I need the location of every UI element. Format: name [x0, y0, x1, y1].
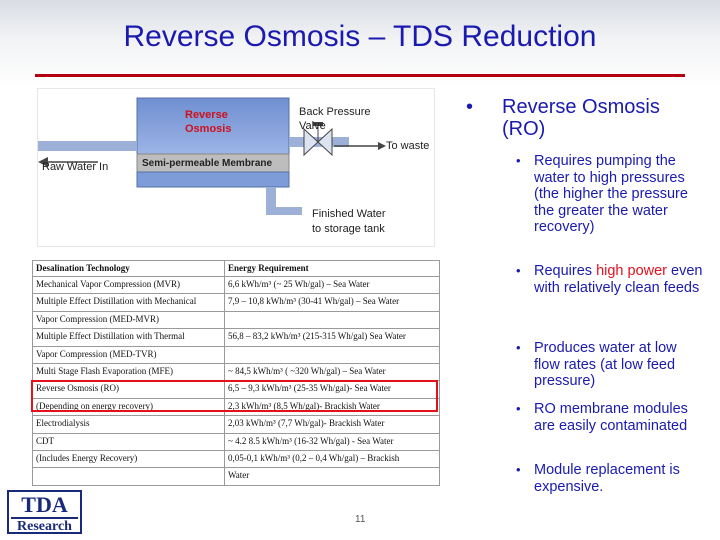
- table-cell: ~ 4.2 8.5 kWh/m³ (16-32 Wh/gal) - Sea Water: [225, 433, 440, 450]
- finished-water-label-line2: to storage tank: [312, 223, 385, 235]
- table-row: [33, 451, 440, 468]
- page-title: Reverse Osmosis – TDS Reduction: [123, 20, 597, 53]
- sub-bullet-text: [534, 263, 704, 296]
- table-cell: Vapor Compression (MED-MVR): [33, 311, 225, 328]
- table-cell: Multiple Effect Distillation with Mechanical: [33, 294, 225, 311]
- table-row: [33, 294, 440, 311]
- bullet-dot-icon: •: [466, 96, 474, 118]
- header-energy: Energy Requirement: [225, 261, 440, 277]
- table-cell: 0,05-0,1 kWh/m³ (0,2 – 0,4 Wh/gal) – Brackish: [225, 451, 440, 468]
- bullet-dot-icon: •: [516, 153, 521, 168]
- table-cell: 56,8 – 83,2 kWh/m³ (215-315 Wh/gal) Sea Water: [225, 329, 440, 346]
- table-cell: (Depending on energy recovery): [33, 398, 225, 415]
- waste-arrow: [378, 142, 386, 150]
- bullet-dot-icon: •: [516, 462, 521, 477]
- sub-bullet-text: Requires pumping the water to high pressures (the higher the pressure the greater the water recovery): [534, 153, 688, 235]
- logo-line2: Research: [11, 517, 78, 535]
- table-row: [33, 329, 440, 346]
- table-cell: ~ 84,5 kWh/m³ ( ~320 Wh/gal) – Sea Water: [225, 364, 440, 381]
- table-row: [33, 346, 440, 363]
- table-cell: [225, 346, 440, 363]
- table-cell: Multi Stage Flash Evaporation (MFE): [33, 364, 225, 381]
- title-divider: [35, 74, 685, 77]
- table-cell: Reverse Osmosis (RO): [33, 381, 225, 398]
- ro-label-line1: Reverse: [185, 109, 228, 121]
- energy-requirement-table: [32, 260, 440, 486]
- table-cell: 2,03 kWh/m³ (7,7 Wh/gal)- Brackish Water: [225, 416, 440, 433]
- table-cell: 6,5 – 9,3 kWh/m³ (25-35 Wh/gal)- Sea Water: [225, 381, 440, 398]
- table-cell: Multiple Effect Distillation with Thermal: [33, 329, 225, 346]
- table-cell: CDT: [33, 433, 225, 450]
- table-cell: 2,3 kWh/m³ (8,5 Wh/gal)- Brackish Water: [225, 398, 440, 415]
- header-technology: Desalination Technology: [33, 261, 225, 277]
- table-row: [33, 364, 440, 381]
- table-cell: Electrodialysis: [33, 416, 225, 433]
- bullet-dot-icon: •: [516, 263, 521, 278]
- sub-bullet-text: Module replacement is expensive.: [534, 462, 680, 495]
- table-row: [33, 416, 440, 433]
- logo-line1: TDA: [21, 492, 68, 517]
- bullet-dot-icon: •: [516, 340, 521, 355]
- table-row: [33, 277, 440, 294]
- page-number: 11: [355, 514, 366, 525]
- tda-research-logo: [7, 490, 82, 534]
- ro-process-diagram: [37, 88, 435, 247]
- raw-water-label: Raw Water In: [42, 161, 109, 173]
- table-row: [33, 311, 440, 328]
- sub-bullet-text: RO membrane modules are easily contaminated: [534, 401, 688, 434]
- table-cell: Water: [225, 468, 440, 486]
- bullet-dot-icon: •: [516, 401, 521, 416]
- table-header-row: [33, 261, 440, 277]
- table-cell: [33, 468, 225, 486]
- table-cell: (Includes Energy Recovery): [33, 451, 225, 468]
- table-cell: 7,9 – 10,8 kWh/m³ (30-41 Wh/gal) – Sea Water: [225, 294, 440, 311]
- raw-water-pipe: [38, 141, 137, 151]
- waste-label: To waste: [386, 140, 430, 152]
- sub-bullet-post: even with relatively clean feeds: [534, 263, 703, 296]
- table-row: [33, 468, 440, 486]
- sub-bullet-pre: Requires: [534, 263, 597, 279]
- sub-bullet-highlight: high power: [596, 263, 667, 279]
- membrane-label: Semi-permeable Membrane: [142, 158, 273, 169]
- table-cell: [225, 311, 440, 328]
- ro-label-line2: Osmosis: [185, 123, 232, 135]
- table-cell: Mechanical Vapor Compression (MVR): [33, 277, 225, 294]
- ro-highlight-box: [31, 380, 438, 412]
- valve-label-line1: Back Pressure: [299, 106, 371, 118]
- table-cell: 6,6 kWh/m³ (~ 25 Wh/gal) – Sea Water: [225, 277, 440, 294]
- sub-bullet-text: Produces water at low flow rates (at low feed pressure): [534, 340, 677, 389]
- table-row: [33, 433, 440, 450]
- back-pressure-valve: [304, 129, 318, 155]
- pressure-vessel-bottom: [137, 172, 289, 187]
- table-cell: Vapor Compression (MED-TVR): [33, 346, 225, 363]
- main-bullet-text: Reverse Osmosis (RO): [502, 96, 660, 140]
- valve-label-line2: Valve: [299, 120, 326, 132]
- finished-water-label-line1: Finished Water: [312, 208, 386, 220]
